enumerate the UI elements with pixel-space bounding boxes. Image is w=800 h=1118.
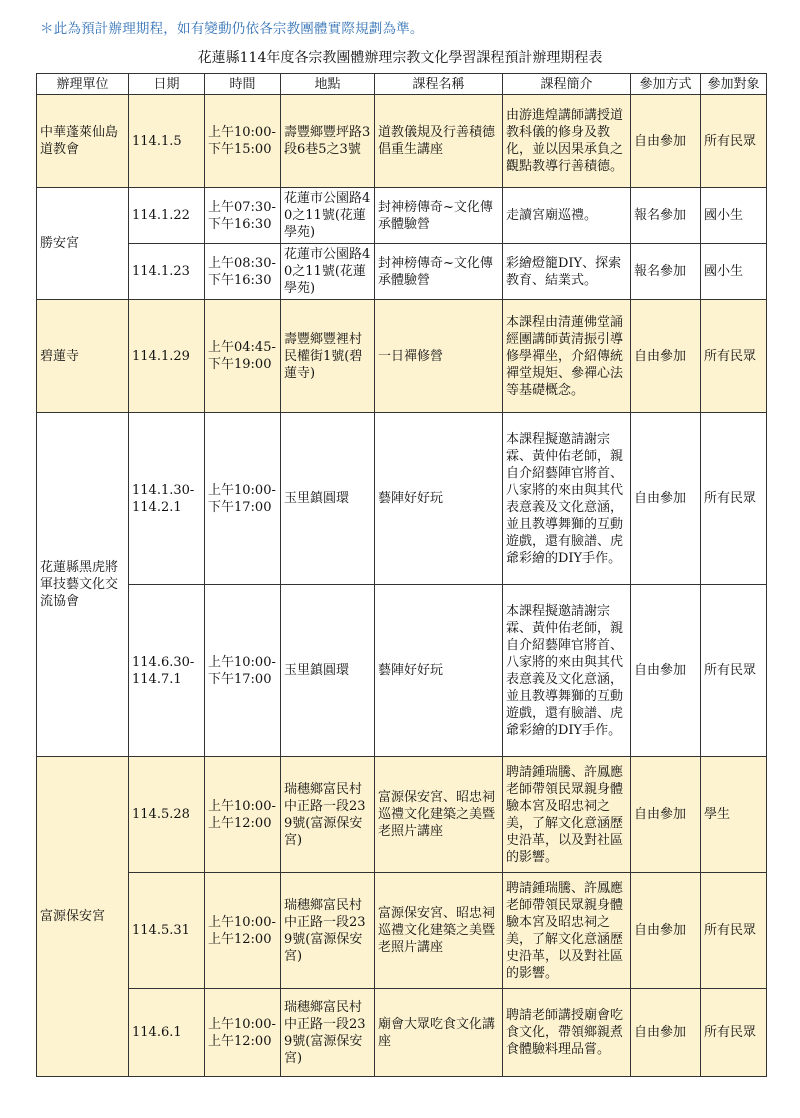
table-row <box>37 95 767 188</box>
time-cell: 上午10:00-上午12:00 <box>205 989 281 1077</box>
time-cell: 上午08:30-下午16:30 <box>205 244 281 300</box>
place-cell: 瑞穗鄉富民村中正路一段239號(富源保安宮) <box>281 873 375 989</box>
desc-cell: 本課程擬邀請謝宗霖、黃仲佑老師，親自介紹藝陣官將首、八家將的來由與其代表意義及文化意涵，並且教導舞獅的互動遊戲，還有臉譜、虎爺彩繪的DIY手作。 <box>503 585 631 757</box>
time-cell: 上午10:00-下午15:00 <box>205 95 281 188</box>
time-cell: 上午10:00-下午17:00 <box>205 585 281 757</box>
header-unit: 辦理單位 <box>37 74 129 95</box>
mode-cell: 自由參加 <box>631 757 701 873</box>
target-cell: 學生 <box>701 757 767 873</box>
desc-cell: 聘請鍾瑞騰、許鳳應老師帶領民眾親身體驗本宮及昭忠祠之美，了解文化意涵歷史沿革，以及對社區的影響。 <box>503 873 631 989</box>
course-cell: 道教儀規及行善積德倡重生講座 <box>375 95 503 188</box>
course-cell: 廟會大眾吃食文化講座 <box>375 989 503 1077</box>
place-cell: 壽豐鄉豐坪路3段6巷5之3號 <box>281 95 375 188</box>
date-cell: 114.1.5 <box>129 95 205 188</box>
course-cell: 藝陣好好玩 <box>375 585 503 757</box>
place-cell: 花蓮市公園路40之11號(花蓮學苑) <box>281 244 375 300</box>
desc-cell: 由游進煌講師講授道教科儀的修身及教化，並以因果承負之觀點教導行善積德。 <box>503 95 631 188</box>
table-row <box>37 188 767 244</box>
time-cell: 上午07:30-下午16:30 <box>205 188 281 244</box>
table-row <box>37 300 767 413</box>
desc-cell: 本課程由清蓮佛堂誦經團講師黃清振引導修學禪坐，介紹傳統禪堂規矩、參禪心法等基礎概念。 <box>503 300 631 413</box>
unit-cell: 花蓮縣黑虎將軍技藝文化交流協會 <box>37 413 129 757</box>
header-course: 課程名稱 <box>375 74 503 95</box>
target-cell: 所有民眾 <box>701 413 767 585</box>
date-cell: 114.6.30-114.7.1 <box>129 585 205 757</box>
desc-cell: 走讀宮廟巡禮。 <box>503 188 631 244</box>
target-cell: 所有民眾 <box>701 989 767 1077</box>
mode-cell: 報名參加 <box>631 188 701 244</box>
date-cell: 114.1.22 <box>129 188 205 244</box>
target-cell: 所有民眾 <box>701 873 767 989</box>
target-cell: 國小生 <box>701 244 767 300</box>
date-cell: 114.5.31 <box>129 873 205 989</box>
table-header-row <box>37 74 767 95</box>
table-row <box>37 989 767 1077</box>
header-mode: 參加方式 <box>631 74 701 95</box>
mode-cell: 自由參加 <box>631 95 701 188</box>
mode-cell: 自由參加 <box>631 585 701 757</box>
unit-cell: 碧蓮寺 <box>37 300 129 413</box>
target-cell: 所有民眾 <box>701 585 767 757</box>
mode-cell: 自由參加 <box>631 413 701 585</box>
target-cell: 國小生 <box>701 188 767 244</box>
place-cell: 瑞穗鄉富民村中正路一段239號(富源保安宮) <box>281 757 375 873</box>
header-place: 地點 <box>281 74 375 95</box>
time-cell: 上午04:45-下午19:00 <box>205 300 281 413</box>
place-cell: 壽豐鄉豐裡村民權街1號(碧蓮寺) <box>281 300 375 413</box>
table-row <box>37 873 767 989</box>
unit-cell: 富源保安宮 <box>37 757 129 1077</box>
place-cell: 玉里鎮圓環 <box>281 585 375 757</box>
desc-cell: 彩繪燈籠DIY、探索教育、結業式。 <box>503 244 631 300</box>
table-row <box>37 244 767 300</box>
place-cell: 玉里鎮圓環 <box>281 413 375 585</box>
table-row <box>37 585 767 757</box>
table-row <box>37 413 767 585</box>
date-cell: 114.1.30-114.2.1 <box>129 413 205 585</box>
header-time: 時間 <box>205 74 281 95</box>
mode-cell: 報名參加 <box>631 244 701 300</box>
course-cell: 封神榜傳奇~文化傳承體驗營 <box>375 188 503 244</box>
schedule-table <box>36 73 767 1077</box>
place-cell: 瑞穗鄉富民村中正路一段239號(富源保安宮) <box>281 989 375 1077</box>
course-cell: 富源保安宮、昭忠祠巡禮文化建築之美暨老照片講座 <box>375 873 503 989</box>
desc-cell: 聘請老師講授廟會吃食文化，帶領鄉親煮食體驗料理品嘗。 <box>503 989 631 1077</box>
header-date: 日期 <box>129 74 205 95</box>
date-cell: 114.5.28 <box>129 757 205 873</box>
unit-cell: 中華蓬萊仙島道教會 <box>37 95 129 188</box>
desc-cell: 聘請鍾瑞騰、許鳳應老師帶領民眾親身體驗本宮及昭忠祠之美，了解文化意涵歷史沿革，以及對社區的影響。 <box>503 757 631 873</box>
header-desc: 課程簡介 <box>503 74 631 95</box>
course-cell: 富源保安宮、昭忠祠巡禮文化建築之美暨老照片講座 <box>375 757 503 873</box>
course-cell: 藝陣好好玩 <box>375 413 503 585</box>
place-cell: 花蓮市公園路40之11號(花蓮學苑) <box>281 188 375 244</box>
target-cell: 所有民眾 <box>701 300 767 413</box>
mode-cell: 自由參加 <box>631 989 701 1077</box>
course-cell: 封神榜傳奇~文化傳承體驗營 <box>375 244 503 300</box>
course-cell: 一日禪修營 <box>375 300 503 413</box>
table-row <box>37 757 767 873</box>
date-cell: 114.1.23 <box>129 244 205 300</box>
document-title: 花蓮縣114年度各宗教團體辦理宗教文化學習課程預計辦理期程表 <box>197 50 603 66</box>
mode-cell: 自由參加 <box>631 873 701 989</box>
time-cell: 上午10:00-上午12:00 <box>205 757 281 873</box>
schedule-note: ＊此為預計辦理期程，如有變動仍依各宗教團體實際規劃為準。 <box>40 21 424 37</box>
time-cell: 上午10:00-上午12:00 <box>205 873 281 989</box>
time-cell: 上午10:00-下午17:00 <box>205 413 281 585</box>
target-cell: 所有民眾 <box>701 95 767 188</box>
header-target: 參加對象 <box>701 74 767 95</box>
mode-cell: 自由參加 <box>631 300 701 413</box>
date-cell: 114.6.1 <box>129 989 205 1077</box>
unit-cell: 勝安宮 <box>37 188 129 300</box>
date-cell: 114.1.29 <box>129 300 205 413</box>
desc-cell: 本課程擬邀請謝宗霖、黃仲佑老師，親自介紹藝陣官將首、八家將的來由與其代表意義及文化意涵，並且教導舞獅的互動遊戲，還有臉譜、虎爺彩繪的DIY手作。 <box>503 413 631 585</box>
